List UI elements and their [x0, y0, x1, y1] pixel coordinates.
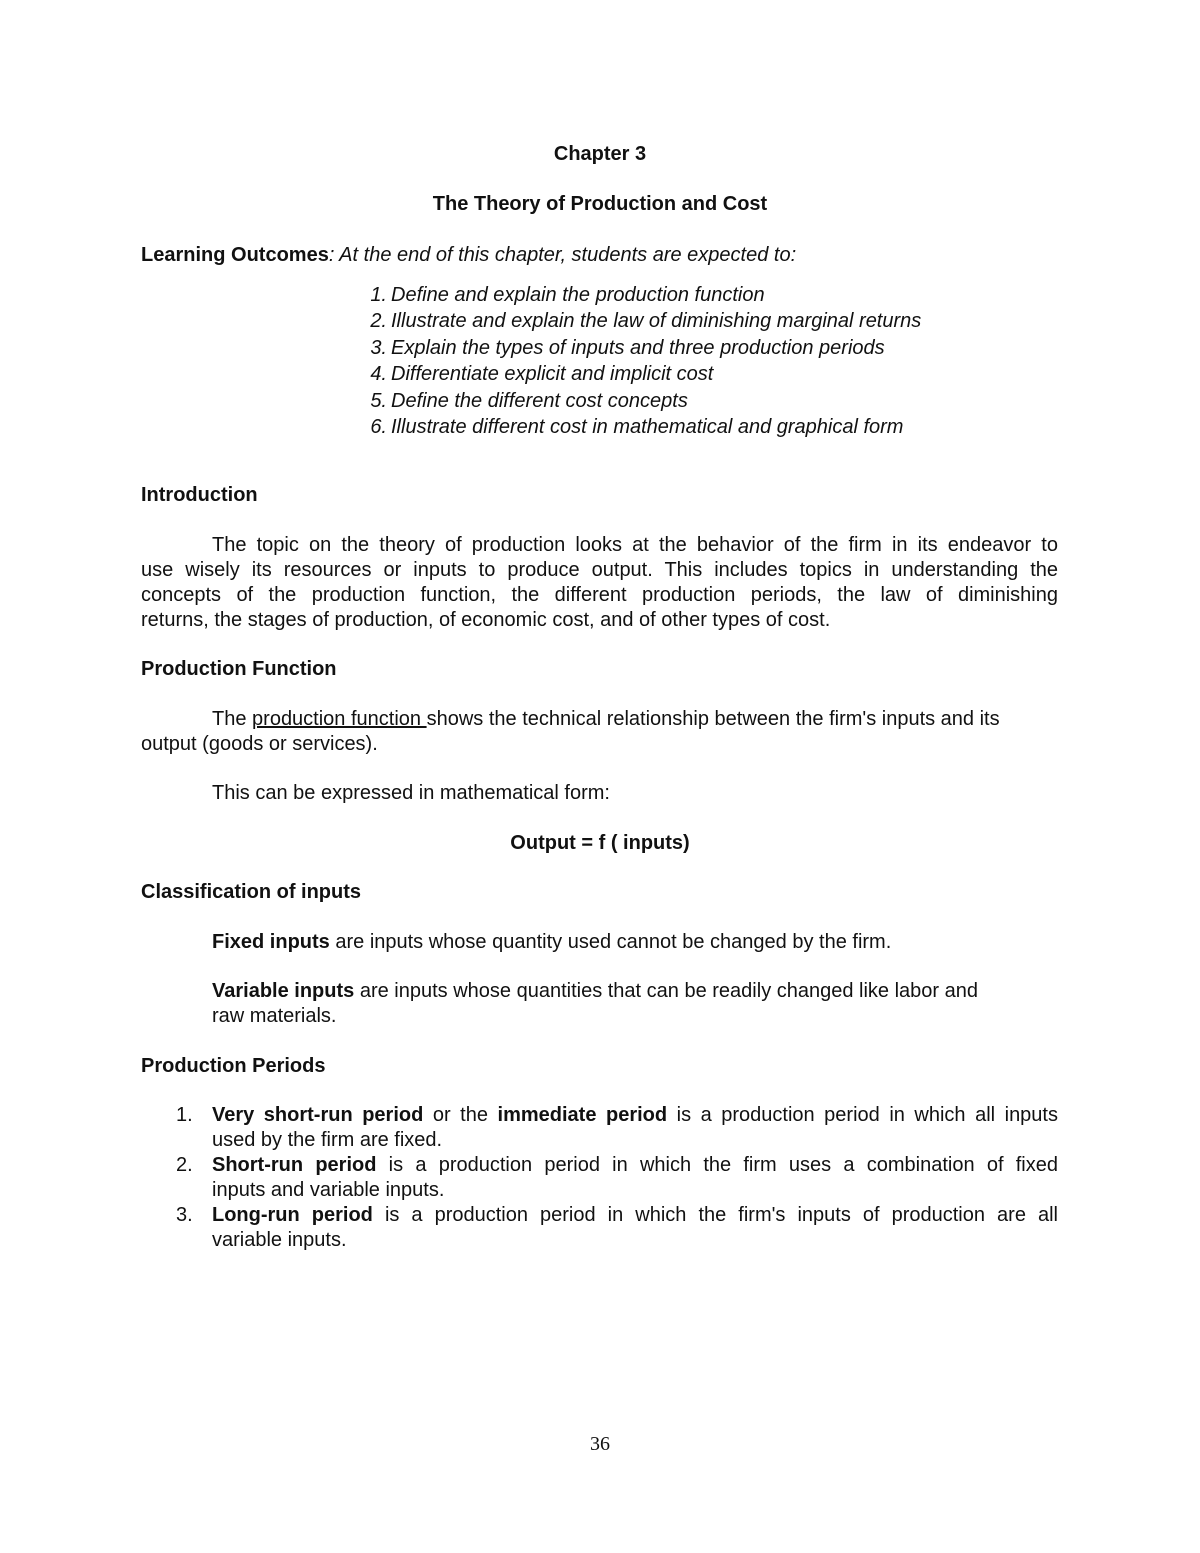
outcome-text: Define and explain the production function — [391, 284, 765, 306]
period-term-alt: immediate period — [497, 1104, 668, 1126]
production-formula: Output = f ( inputs) — [510, 832, 690, 854]
production-function-definition — [212, 708, 1000, 731]
page-number: 36 — [590, 1433, 610, 1455]
production-function-term: production function — [252, 708, 427, 730]
period-term: Very short-run period — [212, 1104, 424, 1126]
variable-inputs-term: Variable inputs — [212, 980, 355, 1002]
math-form-intro: This can be expressed in mathematical form: — [212, 782, 610, 804]
learning-outcomes-intro — [141, 244, 796, 267]
production-function-definition-cont: output (goods or services). — [141, 733, 378, 755]
period-item-cont: inputs and variable inputs. — [212, 1179, 445, 1201]
outcome-number: 3. — [370, 337, 387, 359]
outcome-item — [355, 284, 765, 307]
learning-outcomes-label: Learning Outcomes — [141, 244, 329, 266]
variable-inputs-definition — [212, 980, 978, 1003]
period-item-cont: used by the firm are fixed. — [212, 1129, 443, 1151]
fixed-inputs-term: Fixed inputs — [212, 931, 330, 953]
period-text: is a production period in which the firm's inputs of production are all — [372, 1204, 1058, 1226]
outcome-item — [355, 390, 688, 413]
period-number: 1. — [176, 1104, 193, 1126]
variable-inputs-text: are inputs whose quantities that can be readily changed like labor and — [354, 980, 979, 1002]
variable-inputs-definition-cont: raw materials. — [212, 1005, 337, 1027]
outcome-item — [355, 310, 921, 333]
outcome-item — [355, 337, 885, 360]
outcome-text: Illustrate and explain the law of diminishing marginal returns — [391, 310, 922, 332]
period-text: is a production period in which the firm uses a combination of fixed — [376, 1154, 1059, 1176]
intro-paragraph-line: returns, the stages of production, of economic cost, and of other types of cost. — [141, 609, 831, 631]
chapter-label: Chapter 3 — [553, 143, 647, 165]
outcome-number: 2. — [370, 310, 387, 332]
period-item-cont: variable inputs. — [212, 1229, 347, 1251]
outcome-number: 1. — [370, 284, 387, 306]
period-term: Short-run period — [212, 1154, 377, 1176]
period-number: 2. — [176, 1154, 193, 1176]
outcome-number: 5. — [370, 390, 387, 412]
period-term: Long-run period — [212, 1204, 373, 1226]
production-periods-heading: Production Periods — [141, 1055, 326, 1077]
period-item — [212, 1154, 1058, 1177]
classification-heading: Classification of inputs — [141, 881, 362, 903]
period-text: is a production period in which all inputs — [667, 1104, 1058, 1126]
period-number: 3. — [176, 1204, 193, 1226]
production-function-heading: Production Function — [141, 658, 337, 680]
outcome-text: Explain the types of inputs and three production periods — [391, 337, 885, 359]
intro-paragraph-line: The topic on the theory of production looks at the behavior of the firm in its endeavor to — [212, 534, 1058, 556]
outcome-text: Illustrate different cost in mathematical and graphical form — [391, 416, 904, 438]
outcome-number: 6. — [370, 416, 387, 438]
intro-paragraph-line: concepts of the production function, the different production periods, the law of diminishing — [141, 584, 1058, 606]
period-item — [212, 1104, 1058, 1127]
outcome-item — [355, 416, 903, 439]
page-title: The Theory of Production and Cost — [432, 193, 768, 215]
definition-text: shows the technical relationship between the firm's inputs and its — [426, 708, 1000, 730]
definition-prefix: The — [212, 708, 253, 730]
fixed-inputs-text: are inputs whose quantity used cannot be changed by the firm. — [329, 931, 892, 953]
learning-outcomes-text: : At the end of this chapter, students are expected to: — [328, 244, 797, 266]
fixed-inputs-definition — [212, 931, 891, 954]
outcome-text: Differentiate explicit and implicit cost — [391, 363, 714, 385]
outcome-item — [355, 363, 713, 386]
intro-paragraph-line: use wisely its resources or inputs to produce output. This includes topics in understanding the — [141, 559, 1058, 581]
outcome-text: Define the different cost concepts — [391, 390, 688, 412]
period-connector: or the — [423, 1104, 498, 1126]
outcome-number: 4. — [370, 363, 387, 385]
introduction-heading: Introduction — [141, 484, 258, 506]
period-item — [212, 1204, 1058, 1227]
